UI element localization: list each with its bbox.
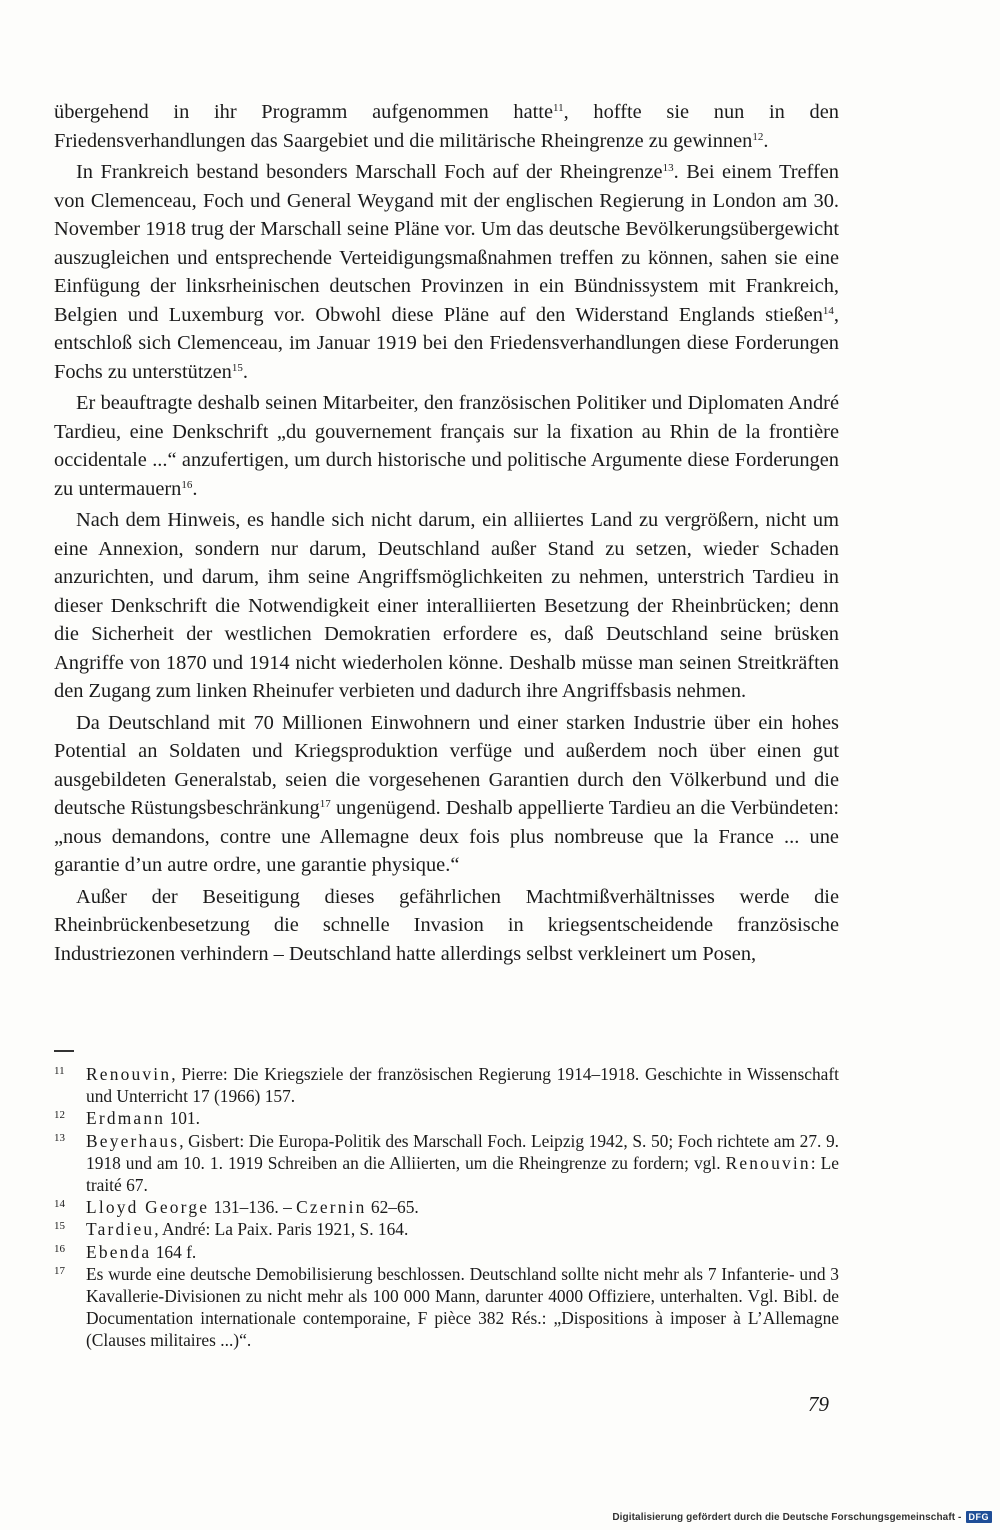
footnote (54, 1063, 839, 1107)
footnote-number: 16 (54, 1242, 65, 1255)
footnote-ref: 15 (231, 361, 243, 374)
text-run: , hoffte sie nun in den Friedensverhandlungen das Saargebiet und die militärische Rheingrenze zu gewinnen (54, 101, 839, 152)
text-run: In Frankreich bestand besonders Marschall Foch auf der Rheingrenze (76, 161, 663, 183)
author-name: Ebenda (86, 1241, 152, 1262)
text-run: 131–136. – (209, 1197, 297, 1218)
footnote-number: 13 (54, 1131, 65, 1144)
footnote-number: 12 (54, 1109, 65, 1122)
text-run: 62–65. (366, 1197, 419, 1218)
text-run: Da Deutschland mit 70 Millionen Einwohnern und einer starken Industrie über ein hohes Potential an Soldaten und Kriegsproduktion verfüge und außerdem noch über einen gut ausgebildeten Generalstab, seien die vorgesehenen Garantien durch den Völkerbund und die deutsche Rüstungsbeschränkung (54, 711, 839, 819)
footnote-ref: 14 (822, 304, 834, 317)
text-run: , Pierre: Die Kriegsziele der französischen Regierung 1914–1918. Geschichte in Wissenschaft und Unterricht 17 (1966) 157. (86, 1064, 839, 1107)
text-run: 101. (165, 1108, 200, 1129)
text-run: . (242, 360, 248, 383)
credit-text: Digitalisierung gefördert durch die Deutsche Forschungsgemeinschaft - (612, 1511, 962, 1523)
dfg-logo: DFG (966, 1511, 993, 1523)
footnote (54, 1218, 839, 1240)
text-run: . Bei einem Treffen von Clemenceau, Foch und General Weygand mit der englischen Regierung in London am 30. November 1918 trug der Marschall seine Pläne vor. Um das deutsche Bevölkerungsübergewicht auszugleichen und entsprechende Verteidigungsmaßnahmen treffen zu können, sahen sie eine Einfügung der linksrheinischen deutschen Provinzen in ein Bündnissystem mit Frankreich, Belgien und Luxemburg vor. Obwohl diese Pläne auf den Widerstand Englands stießen (54, 161, 840, 326)
footnote-number: 11 (54, 1065, 65, 1077)
text-run: Nach dem Hinweis, es handle sich nicht darum, ein alliiertes Land zu vergrößern, nicht um eine Annexion, sondern nur darum, Deutschland außer Stand zu setzen, wieder Schaden anzurichten, und darum, ihm seine Angriffsmöglichkeiten zu nehmen, unterstrich Tardieu in dieser Denkschrift die Notwendigkeit einer interalliierten Besetzung der Rheinbrücken; denn die Sicherheit der westlichen Demokratien erfordere es, daß Deutschland seine brüsken Angriffe von 1870 und 1914 nicht wiederholen könne. Deshalb müsse man seinen Streitkräften den Zugang zum linken Rheinufer verbieten und dadurch ihre Angriffsbasis nehmen. (54, 509, 839, 702)
paragraph (54, 506, 839, 706)
footnote (54, 1107, 839, 1129)
footnote-number: 17 (54, 1264, 65, 1277)
footnotes (54, 1063, 839, 1352)
footnote (54, 1241, 839, 1263)
text-run: : Le traité 67. (86, 1152, 839, 1196)
paragraph (54, 709, 839, 880)
author-name: Renouvin (86, 1064, 172, 1084)
footnote-ref: 16 (181, 478, 193, 491)
author-name: Lloyd George (86, 1197, 210, 1218)
author-name: Beyerhaus (86, 1130, 180, 1151)
footnote-separator (54, 1050, 74, 1052)
paragraph (54, 158, 839, 386)
footnote-number: 15 (54, 1220, 65, 1233)
text-run: , Gisbert: Die Europa-Politik des Marschall Foch. Leipzig 1942, S. 50; Foch richtete am 27. 9. 1918 und am 10. 1. 1919 Schreiben an die Alliierten, um die Rheingrenze zu fordern; vgl. (86, 1130, 839, 1173)
footnote-ref: 17 (319, 798, 331, 810)
text-run: Es wurde eine deutsche Demobilisierung beschlossen. Deutschland sollte nicht mehr als 7 Infanterie- und 3 Kavallerie-Divisionen zu nicht mehr als 100 000 Mann, darunter 4000 Offiziere, unterhalten. Vgl. Bibl. de Documentation internationale contemporaine, F pièce 382 Rés.: „Dispositions à imposer à L’Allemagne (Clauses militaires ...)“. (86, 1263, 839, 1351)
text-run: Außer der Beseitigung dieses gefährlichen Machtmißverhältnisses werde die Rheinbrückenbesetzung die schnelle Invasion in kriegsentscheidende französische Industriezonen verhindern – Deutschland hatte allerdings selbst verkleinert um Posen, (54, 885, 839, 965)
footnote-ref: 12 (752, 130, 764, 143)
paragraph (54, 98, 839, 155)
text-run: , André: La Paix. Paris 1921, S. 164. (154, 1219, 409, 1240)
footnote-ref: 11 (553, 102, 564, 114)
text-run: übergehend in ihr Programm aufgenommen hatte (54, 101, 554, 123)
author-name: Erdmann (86, 1108, 166, 1129)
footnote (54, 1196, 839, 1218)
author-name: Tardieu (86, 1219, 155, 1240)
text-run: Er beauftragte deshalb seinen Mitarbeiter, den französischen Politiker und Diplomaten André Tardieu, eine Denkschrift „du gouvernement français sur la fixation au Rhin de la frontière occidentale ...“ anzufertigen, um durch historische und politische Argumente diese Forderungen zu untermauern (54, 392, 839, 500)
footnote (54, 1130, 839, 1197)
body-text (54, 98, 839, 968)
footnote-ref: 13 (662, 162, 674, 174)
author-name: Renouvin (725, 1152, 811, 1173)
text-run: , entschloß sich Clemenceau, im Januar 1919 bei den Friedensverhandlungen diese Forderungen Fochs zu unterstützen (54, 303, 839, 383)
footnote-number: 14 (54, 1198, 65, 1211)
text-run: . (763, 129, 769, 152)
footnote (54, 1263, 839, 1352)
page-number: 79 (808, 1392, 829, 1416)
author-name: Czernin (296, 1197, 367, 1218)
text-run: ungenügend. Deshalb appellierte Tardieu an die Verbündeten: „nous demandons, contre une Allemagne deux fois plus nombreuse que la France ... une garantie d’un autre ordre, une garantie physique.“ (54, 797, 839, 876)
text-run: . (192, 477, 198, 500)
paragraph (54, 389, 839, 503)
text-run: 164 f. (151, 1241, 197, 1262)
paragraph (54, 883, 839, 969)
digitization-credit (612, 1508, 992, 1526)
